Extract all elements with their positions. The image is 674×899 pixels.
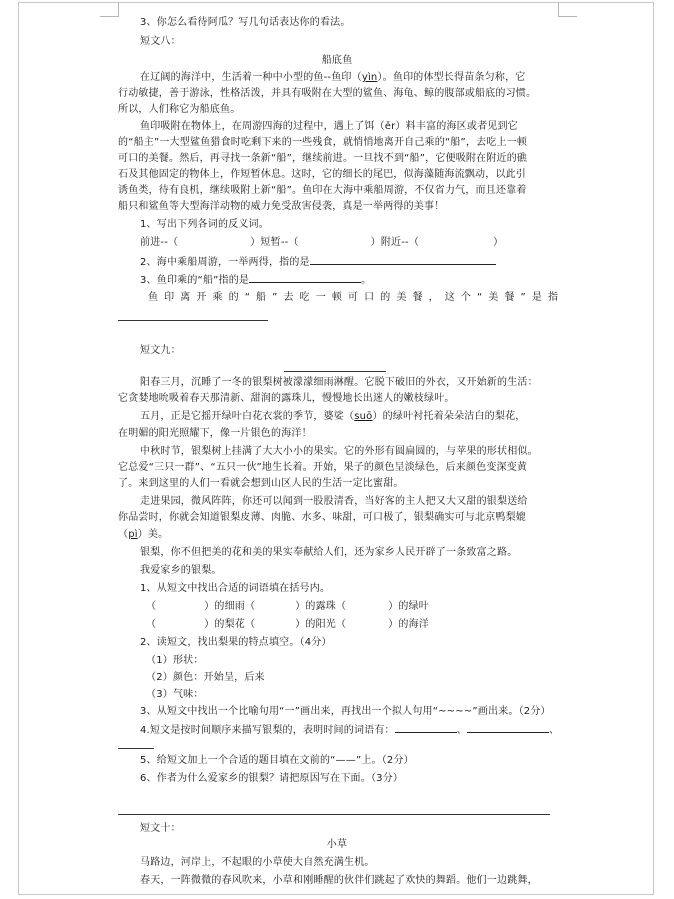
- paragraph-line: 阳春三月，沉睡了一冬的银梨树被濛濛细雨淋醒。它脱下破旧的外衣，又开始新的生活：: [140, 377, 538, 388]
- answer-line: [118, 748, 154, 749]
- question-line: 4.短文是按时间顺序来描写银梨的，表明时间的词语有： 、 、: [140, 722, 559, 738]
- fill-row: （ ）的梨花（ ）的阳光（ ）的海洋: [146, 619, 430, 630]
- question-line: 2、读短文，找出梨果的特点填空。（4分）: [140, 637, 332, 648]
- answer-blank: [310, 254, 496, 265]
- antonym-row: 前进--（ ）短暂--（ ）附近--（ ）: [140, 237, 504, 248]
- pinyin-annotation: suō: [354, 411, 373, 422]
- answer-blank: [249, 272, 361, 283]
- pinyin-annotation: pì: [128, 529, 138, 540]
- answer-blank: [395, 722, 457, 733]
- pinyin-annotation: yìn: [361, 72, 378, 83]
- question-line: （3）气味：: [146, 689, 204, 700]
- paragraph-line: 它贪婪地吮吸着春天那清新、甜润的露珠儿，慢慢地长出迷人的嫩枝绿叶。: [118, 393, 455, 404]
- question-line: 鱼印离开乘的“船”去吃一顿可口的美餐，这个“美餐”是指: [148, 292, 558, 303]
- question-line: 2、海中乘船周游，一举两得，指的是: [140, 254, 496, 270]
- paragraph-line: 在明媚的阳光照耀下，像一片银色的海洋！: [118, 428, 312, 439]
- paragraph-line: 中秋时节，银梨树上挂满了大大小小的果实。它的外形有圆扁圆的，与苹果的形状相似。: [140, 446, 538, 457]
- paragraph-line: 我爱家乡的银梨。: [140, 565, 222, 576]
- question-line: （1）形状：: [146, 655, 204, 666]
- question-line: 3、从短文中找出一个比喻句用“一”画出来，再找出一个拟人句用“~~~~”画出来。（2分）: [140, 706, 551, 717]
- question-line: 1、从短文中找出合适的词语填在括号内。: [140, 583, 331, 594]
- paragraph-line: 银梨，你不但把美的花和美的果实奉献给人们，还为家乡人民开辟了一条致富之路。: [140, 547, 518, 558]
- passage-label: 短文九：: [140, 345, 181, 356]
- paragraph-line: 石及其他固定的物体上，作短暂休息。这时，它的细长的尾巴，似海藻随海流飘动，以此引: [118, 169, 526, 180]
- paragraph-line: 它总爱“三只一群”、“五只一伙”地生长着。开始，果子的颜色呈淡绿色，后来颜色变深变黄: [118, 462, 528, 473]
- paragraph-line: 马路边，河岸上，不起眼的小草使大自然充满生机。: [140, 857, 375, 868]
- title-blank: [284, 371, 386, 372]
- paragraph-line: 行动敏捷，善于游泳，性格活泼，并具有吸附在大型的鲨鱼、海龟、鲸的腹部或船底的习惯。: [118, 88, 537, 99]
- answer-line: [118, 320, 268, 321]
- paragraph-line: 了。来到这里的人们一看就会想到山区人民的生活一定比蜜甜。: [118, 478, 404, 489]
- answer-blank: [467, 722, 549, 733]
- paragraph-line: 走进果园，微风阵阵，你还可以闻到一股股清香，当好客的主人把又大又甜的银梨送给: [140, 496, 528, 507]
- question-line: 5、给短文加上一个合适的题目填在文前的“——”上。（2分）: [140, 755, 414, 766]
- passage-title: 小草: [326, 839, 348, 850]
- passage-title: 船底鱼: [321, 55, 353, 66]
- paragraph-line: 所以，人们称它为船底鱼。: [118, 104, 241, 115]
- question-line: 3、鱼印乘的“船”指的是 。: [140, 272, 371, 288]
- question-line: 3、你怎么看待阿瓜？写几句话表达你的看法。: [140, 17, 351, 28]
- crop-mark-top-left: [100, 2, 119, 17]
- passage-label: 短文八：: [140, 36, 181, 47]
- crop-mark-top-right: [558, 2, 577, 17]
- answer-line: [118, 814, 550, 815]
- fill-row: （ ）的细雨（ ）的露珠（ ）的绿叶: [146, 601, 430, 612]
- paragraph-line: 的“船主”一大型鲨鱼猎食时吃剩下来的一些残食，就悄悄地离开自己乘的“船”，去吃上一顿: [118, 137, 528, 148]
- paragraph-line: 可口的美餐。然后，再寻找一条新“船”，继续前进。一旦找不到“船”，它便吸附在附近的礁: [118, 153, 528, 164]
- paragraph-line: 鱼印吸附在物体上，在周游四海的过程中，遇上了饵（ěr）料丰富的海区或者见到它: [140, 121, 518, 132]
- question-line: （2）颜色：开始呈，后来: [146, 672, 265, 683]
- question-line: 1、写出下列各词的反义词。: [140, 219, 269, 230]
- paragraph-line: 你品尝时，你就会知道银梨皮薄、肉脆、水多、味甜，可口极了，银梨确实可与北京鸭梨媲: [118, 512, 526, 523]
- passage-label: 短文十：: [140, 823, 181, 834]
- paragraph-line: 诱鱼类，待有良机，继续吸附上新“船”。鱼印在大海中乘船周游，不仅省力气，而且还靠着: [118, 185, 527, 196]
- paragraph-line: 船只和鲨鱼等大型海洋动物的威力免受敌害侵袭，真是一举两得的美事！: [118, 201, 445, 212]
- question-line: 6、作者为什么爱家乡的银梨？请把原因写在下面。（3分）: [140, 773, 404, 784]
- paragraph-line: （pì）美。: [118, 529, 169, 540]
- paragraph-line: 五月，正是它摇开绿叶白花衣裳的季节，婆娑（suō）的绿叶衬托着朵朵洁白的梨花，: [140, 411, 526, 422]
- paragraph-line: 春天，一阵微微的春风吹来，小草和刚睡醒的伙伴们跳起了欢快的舞蹈。他们一边跳舞，: [140, 875, 538, 886]
- paragraph-line: 在辽阔的海洋中，生活着一种中小型的鱼--鱼印（yìn）。鱼印的体型长得苗条匀称，它: [140, 72, 526, 83]
